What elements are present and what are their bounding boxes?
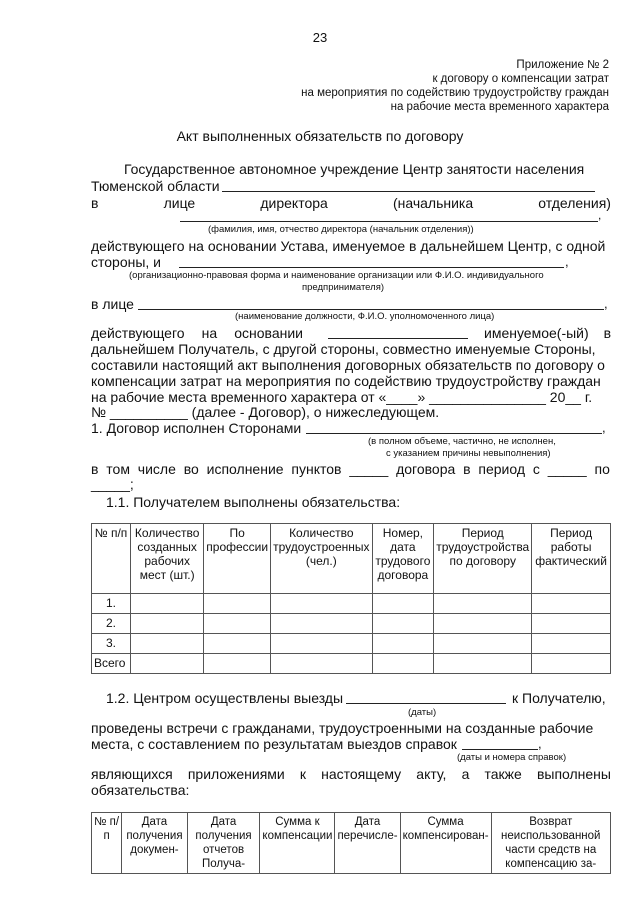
cell[interactable] [204, 594, 271, 614]
table-row [92, 654, 611, 674]
comma: , [602, 420, 606, 435]
word: в [463, 461, 471, 477]
exec-blank[interactable] [306, 433, 602, 434]
para-line: составили настоящий акт выполнения договорных обязательств по договору о [91, 357, 605, 373]
org-blank[interactable] [179, 267, 564, 268]
word: основании [234, 325, 303, 341]
to-receiver: к Получателю, [512, 690, 606, 706]
row-label: 2. [92, 614, 131, 634]
cell[interactable] [532, 594, 611, 614]
header-cell: Дата получения докумен- [122, 813, 187, 874]
caption-exec: (в полном объеме, частично, не исполнен, [368, 436, 556, 447]
cell[interactable] [131, 614, 204, 634]
word: именуемое(-ый) [484, 325, 589, 341]
word: приложениями [187, 766, 285, 782]
caption-org-2: предпринимателя) [302, 282, 385, 293]
director-blank[interactable] [180, 221, 598, 222]
word: исполнение [206, 461, 284, 477]
caption-director: (фамилия, имя, отчество директора (начальник отделения)) [208, 224, 474, 235]
header-cell: Возврат неиспользованной части средств на компенсацию за- [491, 813, 610, 874]
para-line: дальнейшем Получатель, с другой стороны, совместно именуемые Стороны, [91, 341, 596, 357]
cell[interactable] [434, 614, 532, 634]
named-row [484, 325, 611, 341]
cell[interactable] [204, 614, 271, 634]
intro-line: Государственное автономное учреждение Центр занятости населения [124, 161, 585, 177]
word: к [299, 766, 306, 782]
header-cell: № п/п [92, 524, 131, 594]
caption-org: (организационно-правовая форма и наименование организации или Ф.И.О. индивидуального [129, 270, 544, 281]
item-1-1: 1.1. Получателем выполнены обязательства: [106, 494, 401, 510]
caption-dates-numbers: (даты и номера справок) [457, 752, 567, 763]
word: по [594, 461, 610, 477]
caption-position: (наименование должности, Ф.И.О. уполномоченного лица) [235, 311, 495, 322]
word: (начальника [392, 195, 474, 211]
obligations-table [91, 523, 611, 674]
item-1-2: 1.2. Центром осуществлены выезды [106, 690, 344, 706]
comma: , [565, 254, 569, 269]
annex-block [301, 58, 609, 114]
places-line: места, с составлением по результатам выездов справок [91, 736, 457, 752]
annex-line: к договору о компенсации затрат [432, 73, 609, 85]
row-label: 3. [92, 634, 131, 654]
cell[interactable] [271, 614, 372, 634]
word: на [201, 325, 218, 341]
face-label: в лице [91, 296, 134, 312]
charter-line: действующего на основании Устава, именуемое в дальнейшем Центр, с одной [91, 238, 606, 254]
table-header-row [92, 813, 611, 874]
cell[interactable] [372, 594, 434, 614]
cell[interactable] [434, 654, 532, 674]
date-line: на рабочие места временного характера от «____» _______________ 20__ г. [91, 389, 593, 405]
cell[interactable] [434, 634, 532, 654]
cell[interactable] [532, 614, 611, 634]
word: в [91, 195, 99, 211]
table-row [92, 594, 611, 614]
comma: , [598, 208, 602, 222]
header-cell: Дата перечисле- [335, 813, 400, 874]
row-label: Всего [92, 654, 131, 674]
header-cell: Сумма компенсирован- [400, 813, 491, 874]
word: также [484, 766, 522, 782]
director-row [91, 195, 611, 211]
header-cell: Количество созданных рабочих мест (шт.) [131, 524, 204, 594]
cell[interactable] [372, 654, 434, 674]
cell[interactable] [532, 634, 611, 654]
word: числе [137, 461, 176, 477]
including-row [91, 461, 610, 477]
blank-line[interactable] [222, 191, 595, 192]
word: акту, [416, 766, 447, 782]
cell[interactable] [372, 614, 434, 634]
cell[interactable] [372, 634, 434, 654]
cell[interactable] [434, 594, 532, 614]
word: в [91, 461, 99, 477]
annex-line: на рабочие места временного характера [390, 101, 609, 113]
word: действующего [91, 325, 185, 341]
header-cell: Дата получения отчетов Получа- [187, 813, 260, 874]
visits-table [91, 812, 611, 874]
cell[interactable] [131, 594, 204, 614]
table-row [92, 614, 611, 634]
side-line: стороны, и [91, 254, 162, 270]
annex-line: Приложение № 2 [516, 59, 609, 71]
word: являющихся [91, 766, 173, 782]
cell[interactable] [271, 634, 372, 654]
word: _____ [547, 461, 587, 477]
word: отделения) [538, 195, 611, 211]
table-row [92, 634, 611, 654]
cell[interactable] [271, 594, 372, 614]
number-line: № __________ (далее - Договор), о нижеследующем. [91, 404, 440, 420]
row-label: 1. [92, 594, 131, 614]
header-cell: Период трудоустройства по договору [434, 524, 532, 594]
document-title: Акт выполненных обязательств по договору [176, 128, 464, 144]
cell[interactable] [131, 654, 204, 674]
header-cell: По профессии [204, 524, 271, 594]
caption-dates: (даты) [408, 707, 437, 718]
word: лице [163, 195, 196, 211]
comma: , [604, 296, 608, 311]
word: настоящему [321, 766, 402, 782]
caption-exec-2: с указанием причины невыполнения) [386, 448, 551, 459]
position-blank[interactable] [138, 309, 604, 310]
header-cell: Номер, дата трудового договора [372, 524, 434, 594]
including-end: _____; [91, 476, 134, 492]
para-line: компенсации затрат на мероприятия по содействию трудоустройству граждан [91, 373, 601, 389]
word: пунктов [291, 461, 342, 477]
acting-row [91, 325, 303, 341]
obligations-word: обязательства: [91, 782, 190, 798]
word: директора [260, 195, 328, 211]
visits-blank[interactable] [346, 703, 506, 704]
cell[interactable] [271, 654, 372, 674]
word: договора [396, 461, 456, 477]
annex-line: на мероприятия по содействию трудоустройству граждан [301, 87, 609, 99]
cell[interactable] [532, 654, 611, 674]
word: в [603, 325, 611, 341]
cell[interactable] [204, 634, 271, 654]
word: во [183, 461, 199, 477]
word: с [532, 461, 540, 477]
basis-blank[interactable] [328, 338, 468, 339]
header-cell: Период работы фактический [532, 524, 611, 594]
word: выполнены [536, 766, 611, 782]
intro-region: Тюменской области [91, 178, 220, 194]
word: период [478, 461, 526, 477]
header-cell: № п/п [92, 813, 122, 874]
word: том [106, 461, 130, 477]
certificates-blank[interactable] [462, 749, 538, 750]
table-header-row [92, 524, 611, 594]
cell[interactable] [131, 634, 204, 654]
appendix-row [91, 766, 611, 782]
word: _____ [349, 461, 389, 477]
cell[interactable] [204, 654, 271, 674]
word: а [461, 766, 470, 782]
item-1: 1. Договор исполнен Сторонами [91, 420, 302, 436]
header-cell: Сумма к компенсации [260, 813, 335, 874]
header-cell: Количество трудоустроенных (чел.) [271, 524, 372, 594]
meetings-line: проведены встречи с гражданами, трудоустроенными на созданные рабочие [91, 720, 594, 736]
page-number: 23 [312, 30, 328, 45]
comma: , [538, 736, 542, 751]
